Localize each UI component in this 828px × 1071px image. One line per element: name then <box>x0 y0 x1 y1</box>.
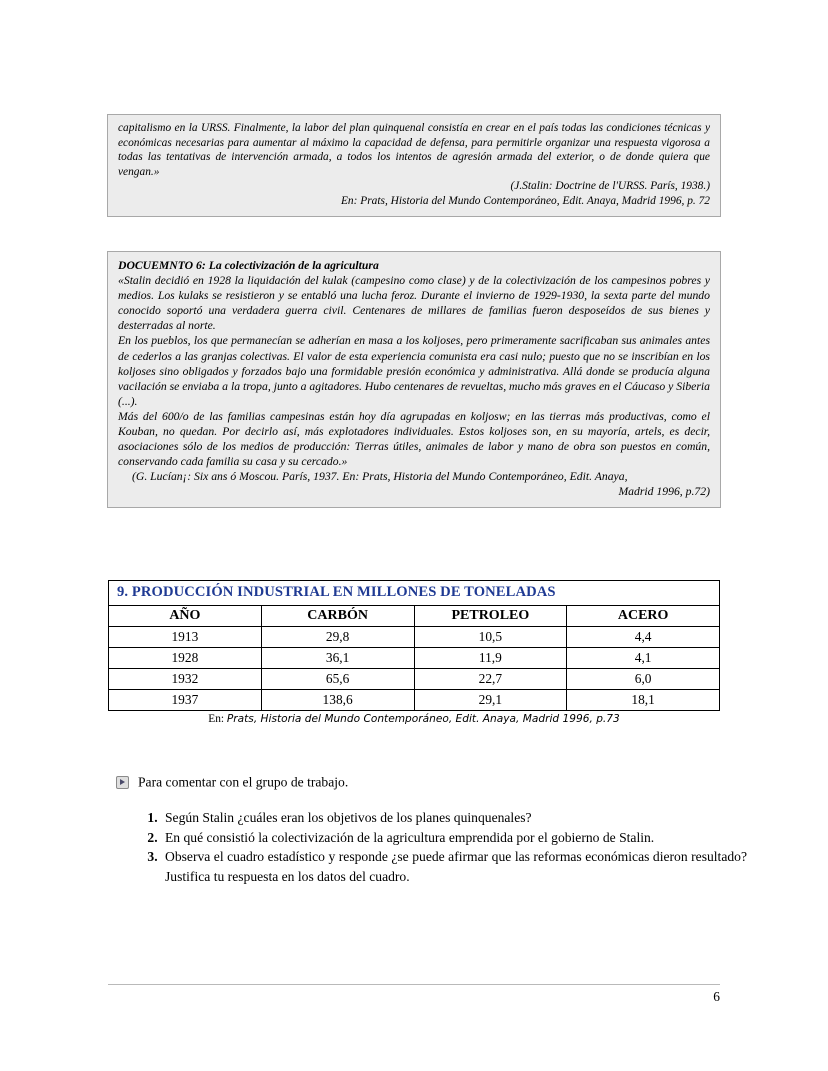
table-column-header-carbon: CARBÓN <box>261 606 414 627</box>
table-cell-year: 1932 <box>109 669 262 690</box>
table-cell-petroleo: 29,1 <box>414 690 567 711</box>
document-6-source-line-2: Madrid 1996, p.72) <box>618 485 710 499</box>
table-header-row <box>109 606 720 627</box>
table-cell-carbon: 138,6 <box>261 690 414 711</box>
table-column-header-year: AÑO <box>109 606 262 627</box>
document-quote-continuation <box>107 114 721 217</box>
table-source <box>108 713 720 725</box>
activity-intro <box>116 772 716 790</box>
document-6-paragraph-3: Más del 600/o de las familias campesinas están hoy día agrupadas en koljosw; en las tierras más productivas, como el Kouban, no quedan. Por decirlo así, más explotadores individuales. Estos koljoses son, en su mayoría, artels, es decir, asociaciones sólo de los medios de producción: Tierras útiles, animales de labor y mano de obra son puestos en común, conservando cada familia su casa y su cercado.» <box>118 409 710 469</box>
activity-question-list <box>133 808 747 886</box>
list-item: 1. Según Stalin ¿cuáles eran los objetivos de los planes quinquenales? <box>161 808 747 828</box>
table-cell-year: 1913 <box>109 627 262 648</box>
table-cell-petroleo: 22,7 <box>414 669 567 690</box>
table-title-row <box>109 581 720 606</box>
table-cell-acero: 4,1 <box>567 648 720 669</box>
table-cell-petroleo: 10,5 <box>414 627 567 648</box>
continuation-source-line-1: (J.Stalin: Doctrine de l'URSS. París, 1938.) <box>510 180 710 193</box>
table-cell-carbon: 36,1 <box>261 648 414 669</box>
table-column-header-petroleo: PETROLEO <box>414 606 567 627</box>
table-cell-acero: 4,4 <box>567 627 720 648</box>
activity-intro-text: Para comentar con el grupo de trabajo. <box>138 774 349 790</box>
list-item: 2. En qué consistió la colectivización de la agricultura emprendida por el gobierno de Stalin. <box>161 828 747 848</box>
document-6-paragraph-1: «Stalin decidió en 1928 la liquidación del kulak (campesino como clase) y de la colectivización de los campesinos pobres y medios. Los kulaks se resistieron y se entabló una lucha feroz. Durante el invierno de 1929-1930, la sexta parte del mundo conocido soportó una verdadera guerra civil. Centenares de millares de familias fueron desposeídos de sus bienes y desterradas al norte. <box>118 274 710 333</box>
footer-divider <box>108 984 720 985</box>
document-6-paragraph-2: En los pueblos, los que permanecían se adherían en masa a los koljoses, pero primeramente sacrificaban sus animales antes de cederlos a las granjas colectivas. El valor de esta experiencia comunista era casi nulo; puesto que no se inscribían en los koljoses sino obligados y forzados bajo una formidable presión económica y administrativa. Allá donde se producía alguna vacilación se enviaba a la tropa, junto a agitadores. Hubo centenares de revueltas, mucho más graves en el Cáucaso y Siberia (...). <box>118 334 710 408</box>
table-row <box>109 648 720 669</box>
table-cell-carbon: 29,8 <box>261 627 414 648</box>
document-6-box <box>107 251 721 508</box>
continuation-paragraph: capitalismo en la URSS. Finalmente, la labor del plan quinquenal consistía en crear en el país todas las condiciones técnicas y económicas necesarias para aumentar al máximo la capacidad de defensa, para permitirle organizar una respuesta vigorosa a todas las tentativas de intervención armada, a todos los intentos de agresión armada del exterior, o de donde quiera que vengan.» <box>118 122 710 178</box>
play-triangle-icon <box>116 776 129 789</box>
table-cell-petroleo: 11,9 <box>414 648 567 669</box>
table-row <box>109 690 720 711</box>
production-table-wrapper <box>108 580 720 711</box>
table-row <box>109 627 720 648</box>
table-column-header-acero: ACERO <box>567 606 720 627</box>
table-cell-carbon: 65,6 <box>261 669 414 690</box>
table-source-reference: Prats, Historia del Mundo Contemporáneo, Edit. Anaya, Madrid 1996, p.73 <box>226 713 620 725</box>
production-table <box>108 580 720 711</box>
table-row <box>109 669 720 690</box>
list-item: 3. Observa el cuadro estadístico y responde ¿se puede afirmar que las reformas económicas dieron resultado? Justifica tu respuesta en los datos del cuadro. <box>161 847 747 886</box>
document-6-source-line-1: (G. Lucían¡: Six ans ó Moscou. París, 1937. En: Prats, Historia del Mundo Contemporáneo, Edit. Anaya, <box>132 470 628 484</box>
table-source-prefix: En: <box>208 713 227 725</box>
document-6-title: DOCUEMNTO 6: La colectivización de la agricultura <box>118 259 379 272</box>
page-number: 6 <box>713 989 720 1004</box>
table-cell-year: 1928 <box>109 648 262 669</box>
table-cell-acero: 18,1 <box>567 690 720 711</box>
table-cell-year: 1937 <box>109 690 262 711</box>
table-title: 9. PRODUCCIÓN INDUSTRIAL EN MILLONES DE TONELADAS <box>109 581 720 606</box>
table-cell-acero: 6,0 <box>567 669 720 690</box>
continuation-source-line-2: En: Prats, Historia del Mundo Contemporáneo, Edit. Anaya, Madrid 1996, p. 72 <box>340 194 710 207</box>
